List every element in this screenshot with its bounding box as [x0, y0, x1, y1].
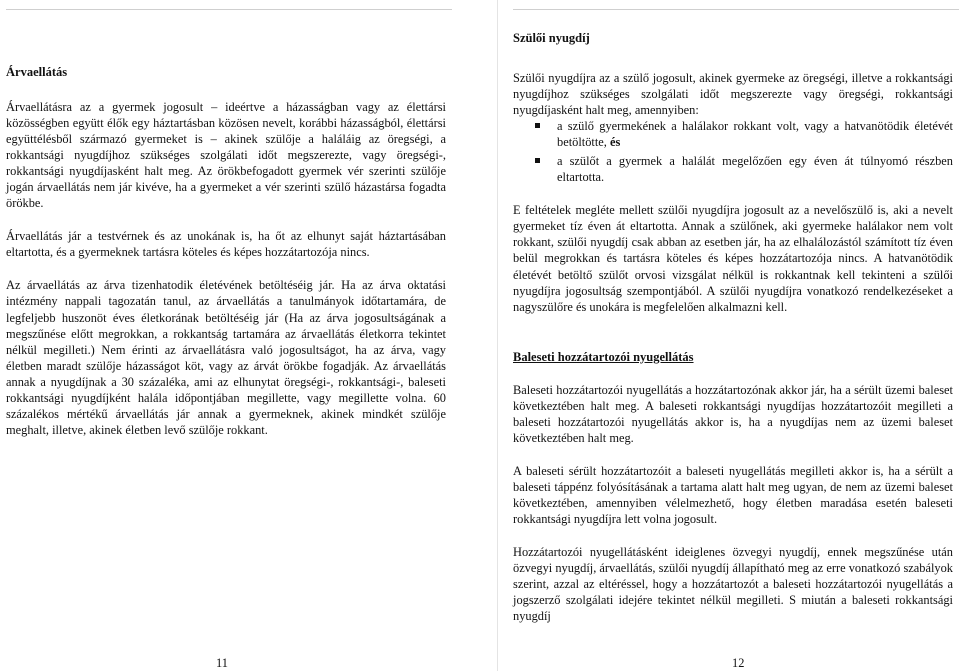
list-item-bold-suffix: és — [610, 135, 621, 150]
list-item — [513, 118, 953, 150]
square-bullet-icon — [535, 123, 540, 128]
paragraph: Hozzátartozói nyugellátásként ideiglenes özvegyi nyugdíj, ennek megszűnése után özvegyi nyugdíj, árvaellátás, szülői nyugdíj állapítható meg az erre vonatkozó szabályok szerint, azzal az eltéréssel, hogy a hozzátartozót a baleseti hozzátartozói nyugellátás a jogszerző szolgálati idejére tekintet nélkül megilleti. S miután a baleseti rokkantsági nyugdíj — [513, 545, 953, 624]
page-number: 11 — [216, 656, 228, 670]
page-divider — [497, 0, 498, 671]
right-text-column — [513, 30, 953, 624]
heading-baleseti-hozzatartozoi: Baleseti hozzátartozói nyugellátás — [513, 349, 694, 364]
right-page — [503, 0, 960, 671]
paragraph: Árvaellátás jár a testvérnek és az unokának is, ha őt az elhunyt saját háztartásában eltartotta, és a gyermeknek tartásra köteles és képes hozzátartozója nincs. — [6, 229, 446, 260]
left-page — [0, 0, 476, 671]
top-rule — [6, 9, 452, 10]
square-bullet-icon — [535, 158, 540, 163]
paragraph: E feltételek megléte mellett szülői nyugdíjra jogosult az a nevelőszülő is, aki a nevelt gyermeket tíz éven át eltartotta. Annak a szülőnek, aki gyermeke halálakor nem volt rokkant, szülői nyugdíj csak abban az esetben jár, ha az elhalálozástól számított tíz éven belül megrokkan és tartásra köteles és képes hozzátartozója nincs. A hatvanötödik életévét betöltő szülőt orvosi vizsgálat nélkül is rokkantnak kell tekinteni a szülői nyugdíjra jogosultság szempontjából. A szülői nyugdíjra vonatkozó rendelkezéseket a nagyszülőre és unokára is megfelelően alkalmazni kell. — [513, 203, 953, 314]
top-rule — [513, 9, 959, 10]
list-item-text: a szülő gyermekének a halálakor rokkant volt, vagy a hatvanötödik életévét betöltötte, — [557, 119, 953, 150]
paragraph: Árvaellátásra az a gyermek jogosult – ideértve a házasságban vagy az élettársi közösségben együtt élők egy háztartásban közösen nevelt, korábbi házasságból, élettársi együttélésből származó gyermeket is – akinek szülője a haláláig az öregségi, a rokkantsági nyugdíjhoz szükséges szolgálati időt megszerezte, vagy öregségi-, rokkantsági nyugdíjasként halt meg. Az örökbefogadott gyermek vér szerinti szülője jogán árvaellátás nem jár kivéve, ha a gyermeket a vér szerinti szülő házastársa fogadta örökbe. — [6, 100, 446, 211]
list-item — [513, 153, 953, 185]
list-item-text: a szülőt a gyermek a halálát megelőzően egy éven át túlnyomó részben eltartotta. — [557, 154, 953, 185]
page-number: 12 — [732, 656, 745, 670]
left-text-column — [6, 64, 446, 455]
paragraph: Az árvaellátás az árva tizenhatodik életévének betöltéséig jár. Ha az árva oktatási intézmény nappali tagozatán tanul, az árvaellátás a tanulmányok időtartamára, de legfeljebb huszonöt éves életkorának betöltéséig jár (Ha az árva jogosultságának a megszűnése előtt megrokkan, a rokkantság tartamára az árvaellátás életkorra tekintet nélkül megilleti.) Nem érinti az árvaellátásra való jogosultságot, ha az árva, vagy életben maradt szülője házasságot köt, vagy az árvát örökbe fogadják. Az árvaellátás annak a nyugdíjnak a 30 százaléka, ami az elhunytat öregségi-, rokkantsági-, baleseti rokkantsági nyugdíjként halála időpontjában megillette, vagy megillette volna. 60 százalékos mértékű árvaellátás jár annak a gyermeknek, akinek mindkét szülője meghalt, illetve, akinek életben levő szülője rokkant. — [6, 278, 446, 437]
paragraph: Szülői nyugdíjra az a szülő jogosult, akinek gyermeke az öregségi, illetve a rokkantsági nyugdíjhoz szükséges szolgálati időt megszerezte vagy öregségi, rokkantsági nyugdíjasként halt meg, amennyiben: — [513, 71, 953, 118]
paragraph: Baleseti hozzátartozói nyugellátás a hozzátartozónak akkor jár, ha a sérült üzemi baleset következtében halt meg. A baleseti rokkantsági nyugdíjas hozzátartozóit megilleti a baleseti hozzátartozói nyugellátás akkor is, ha a nyugdíjas nem az üzemi baleset következtében halt meg. — [513, 382, 953, 445]
heading-arvaellatas: Árvaellátás — [6, 65, 68, 79]
condition-list — [513, 118, 953, 185]
paragraph: A baleseti sérült hozzátartozóit a baleseti nyugellátás megilleti akkor is, ha a sérült a baleseti táppénz folyósításának a tartama alatt halt meg ugyan, de nem az üzemi baleset következtében, amennyiben vélelmezhető, hogy életben maradása esetén baleseti rokkantsági nyugdíjra lett volna jogosult. — [513, 463, 953, 526]
heading-szuloi-nyugdij: Szülői nyugdíj — [513, 31, 590, 45]
